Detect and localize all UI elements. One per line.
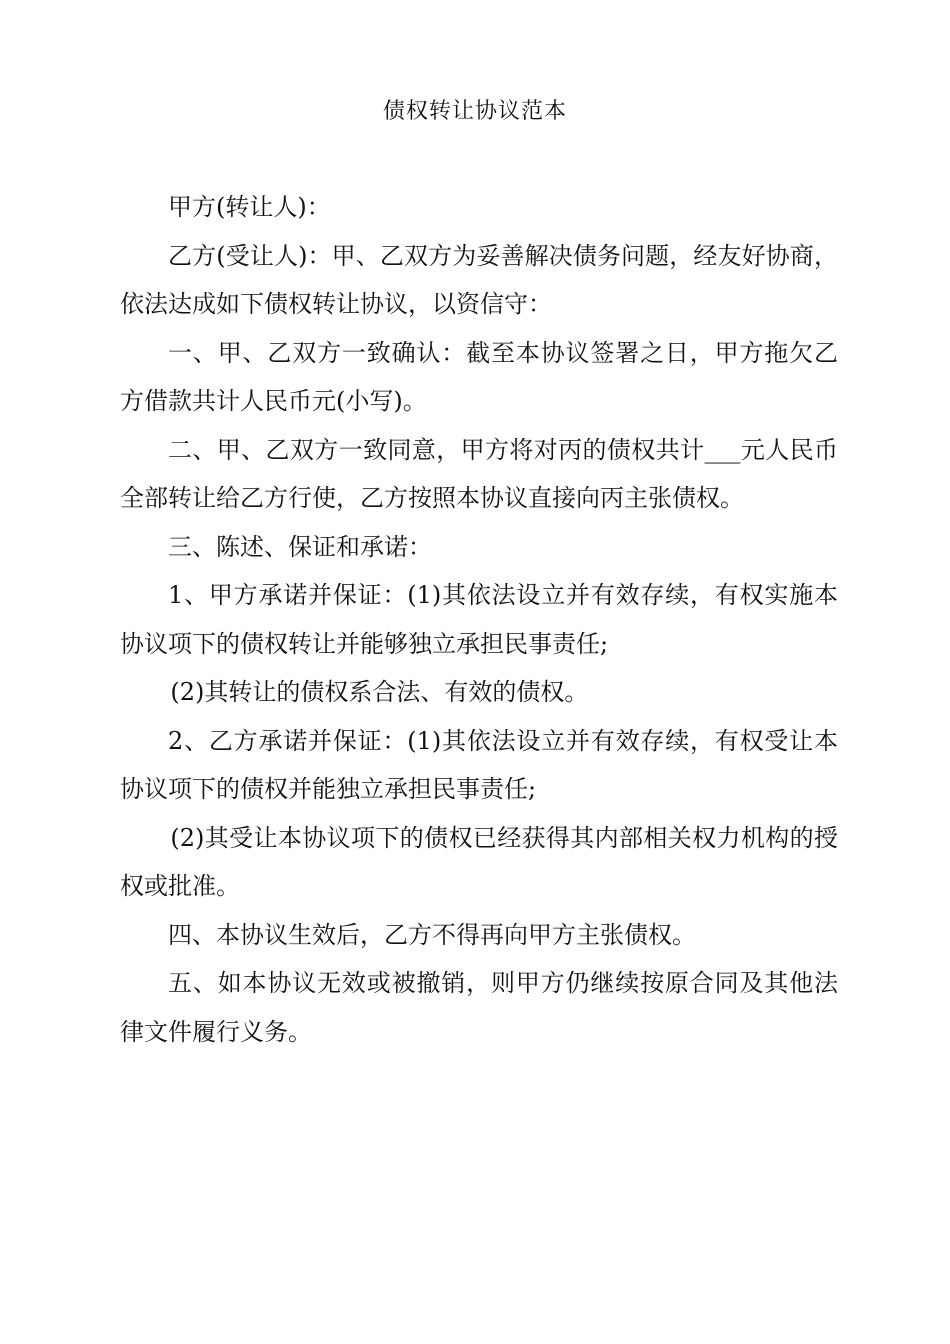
party-a-line: 甲方(转让人)： [168, 193, 331, 221]
clause-three-heading: 三、陈述、保证和承诺： [168, 532, 432, 561]
party-b-intro-paragraph: 乙方(受让人)：甲、乙双方为妥善解决债务问题，经友好协商，依法达成如下债权转让协议，以资信守： [120, 241, 838, 318]
clause-three-item-2-sub-2: (2)其受让本协议项下的债权已经获得其内部相关权力机构的授权或批准。 [120, 823, 838, 900]
clause-five-paragraph: 五、如本协议无效或被撤销，则甲方仍继续按原合同及其他法律文件履行义务。 [120, 969, 838, 1046]
clause-three-item-1: 1、甲方承诺并保证：(1)其依法设立并有效存续，有权实施本协议项下的债权转让并能够独立承担民事责任; [120, 581, 838, 658]
clause-four-paragraph: 四、本协议生效后，乙方不得再向甲方主张债权。 [168, 920, 696, 949]
document-body [120, 183, 838, 1056]
clause-three-item-2: 2、乙方承诺并保证：(1)其依法设立并有效存续，有权受让本协议项下的债权并能独立承担民事责任; [120, 726, 838, 803]
clause-three-item-1-sub-2: (2)其转让的债权系合法、有效的债权。 [170, 678, 589, 706]
document-title: 债权转让协议范本 [382, 99, 567, 124]
clause-two-paragraph: 二、甲、乙双方一致同意，甲方将对丙的债权共计___元人民币全部转让给乙方行使，乙方按照本协议直接向丙主张债权。 [120, 435, 838, 512]
clause-one-paragraph: 一、甲、乙双方一致确认：截至本协议签署之日，甲方拖欠乙方借款共计人民币元(小写)。 [120, 338, 838, 415]
